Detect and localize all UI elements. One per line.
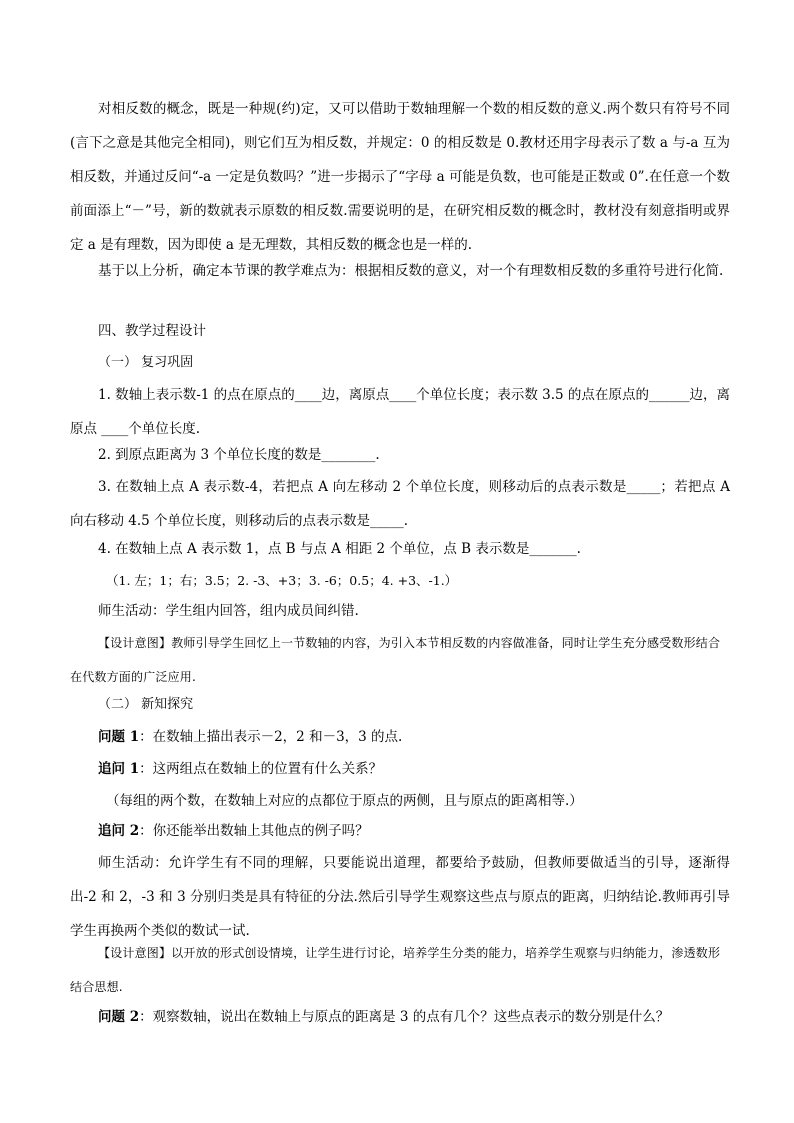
follow-up-2 xyxy=(98,814,369,848)
question-4: 4. 在数轴上点 A 表示数 1，点 B 与点 A 相距 2 个单位，点 B 表示数是_______. xyxy=(98,541,581,557)
follow-up-1-label: 追问 1 xyxy=(98,761,140,777)
follow-up-1 xyxy=(98,752,382,786)
problem-1-label: 问题 1 xyxy=(98,729,140,745)
paragraph-difficulty: 基于以上分析，确定本节课的教学难点为：根据相反数的意义，对一个有理数相反数的多重符号进行化简. xyxy=(98,263,724,279)
problem-2-text: ：观察数轴，说出在数轴上与原点的距离是 3 的点有几个？这些点表示的数分别是什么？ xyxy=(139,1009,670,1025)
problem-2 xyxy=(98,1000,669,1034)
answers: （1. 左；1；右；3.5；2. -3、+3；3. -6；0.5；4. +3、-1.） xyxy=(106,573,458,588)
explore-design-intent: 【设计意图】以开放的形式创设情境，让学生进行讨论，培养学生分类的能力，培养学生观察与归纳能力，渗透数形结合思想. xyxy=(70,946,721,994)
problem-1-text: ：在数轴上描出表示－2，2 和－3，3 的点. xyxy=(139,729,403,745)
section-heading: 四、教学过程设计 xyxy=(98,323,206,339)
part-heading-review: （一） 复习巩固 xyxy=(98,355,194,370)
question-1: 1. 数轴上表示数-1 的点在原点的____边，离原点____个单位长度；表示数 3.5 的点在原点的______边，离原点 ____个单位长度. xyxy=(70,387,730,437)
problem-1 xyxy=(98,720,402,754)
explore-activity: 师生活动：允许学生有不同的理解，只要能说出道理，都要给予鼓励，但教师要做适当的引导，逐渐得出-2 和 2，-3 和 3 分别归类是具有特征的分法.然后引导学生观察这些点与原点的距离，归纳结论.教师再引导学生再换两个类似的数试一试. xyxy=(70,855,730,939)
follow-up-1-text: ：这两组点在数轴上的位置有什么关系？ xyxy=(139,761,383,777)
part-heading-explore: （二） 新知探究 xyxy=(98,697,194,712)
question-3: 3. 在数轴上点 A 表示数-4，若把点 A 向左移动 2 个单位长度，则移动后的点表示数是_____；若把点 A 向右移动 4.5 个单位长度，则移动后的点表示数是_____. xyxy=(70,479,730,529)
design-intent: 【设计意图】教师引导学生回忆上一节数轴的内容，为引入本节相反数的内容做准备，同时让学生充分感受数形结合在代数方面的广泛应用. xyxy=(70,636,721,684)
follow-up-2-text: ：你还能举出数轴上其他点的例子吗？ xyxy=(139,823,369,839)
teacher-student-activity: 师生活动：学生组内回答，组内成员间纠错. xyxy=(98,603,359,619)
problem-2-label: 问题 2 xyxy=(98,1009,140,1025)
follow-up-2-label: 追问 2 xyxy=(98,823,140,839)
paragraph-opposite-number-concept: 对相反数的概念，既是一种规(约)定，又可以借助于数轴理解一个数的相反数的意义.两个数只有符号不同(言下之意是其他完全相同)，则它们互为相反数，并规定：0 的相反数是 0.教材还用字母表示了数 a 与-a 互为相反数，并通过反问“-a 一定是负数吗？”进一步揭示了“字母 a 可能是负数，也可能是正数或 0”.在任意一个数前面添上“－”号，新的数就表示原数的相反数.需要说明的是，在研究相反数的概念时，教材没有刻意指明或界定 a 是有理数，因为即使 a 是无理数，其相反数的概念也是一样的. xyxy=(70,101,730,253)
follow-up-1-answer: （每组的两个数，在数轴上对应的点都位于原点的两侧，且与原点的距离相等.） xyxy=(106,793,583,809)
question-2: 2. 到原点距离为 3 个单位长度的数是________. xyxy=(98,447,380,463)
